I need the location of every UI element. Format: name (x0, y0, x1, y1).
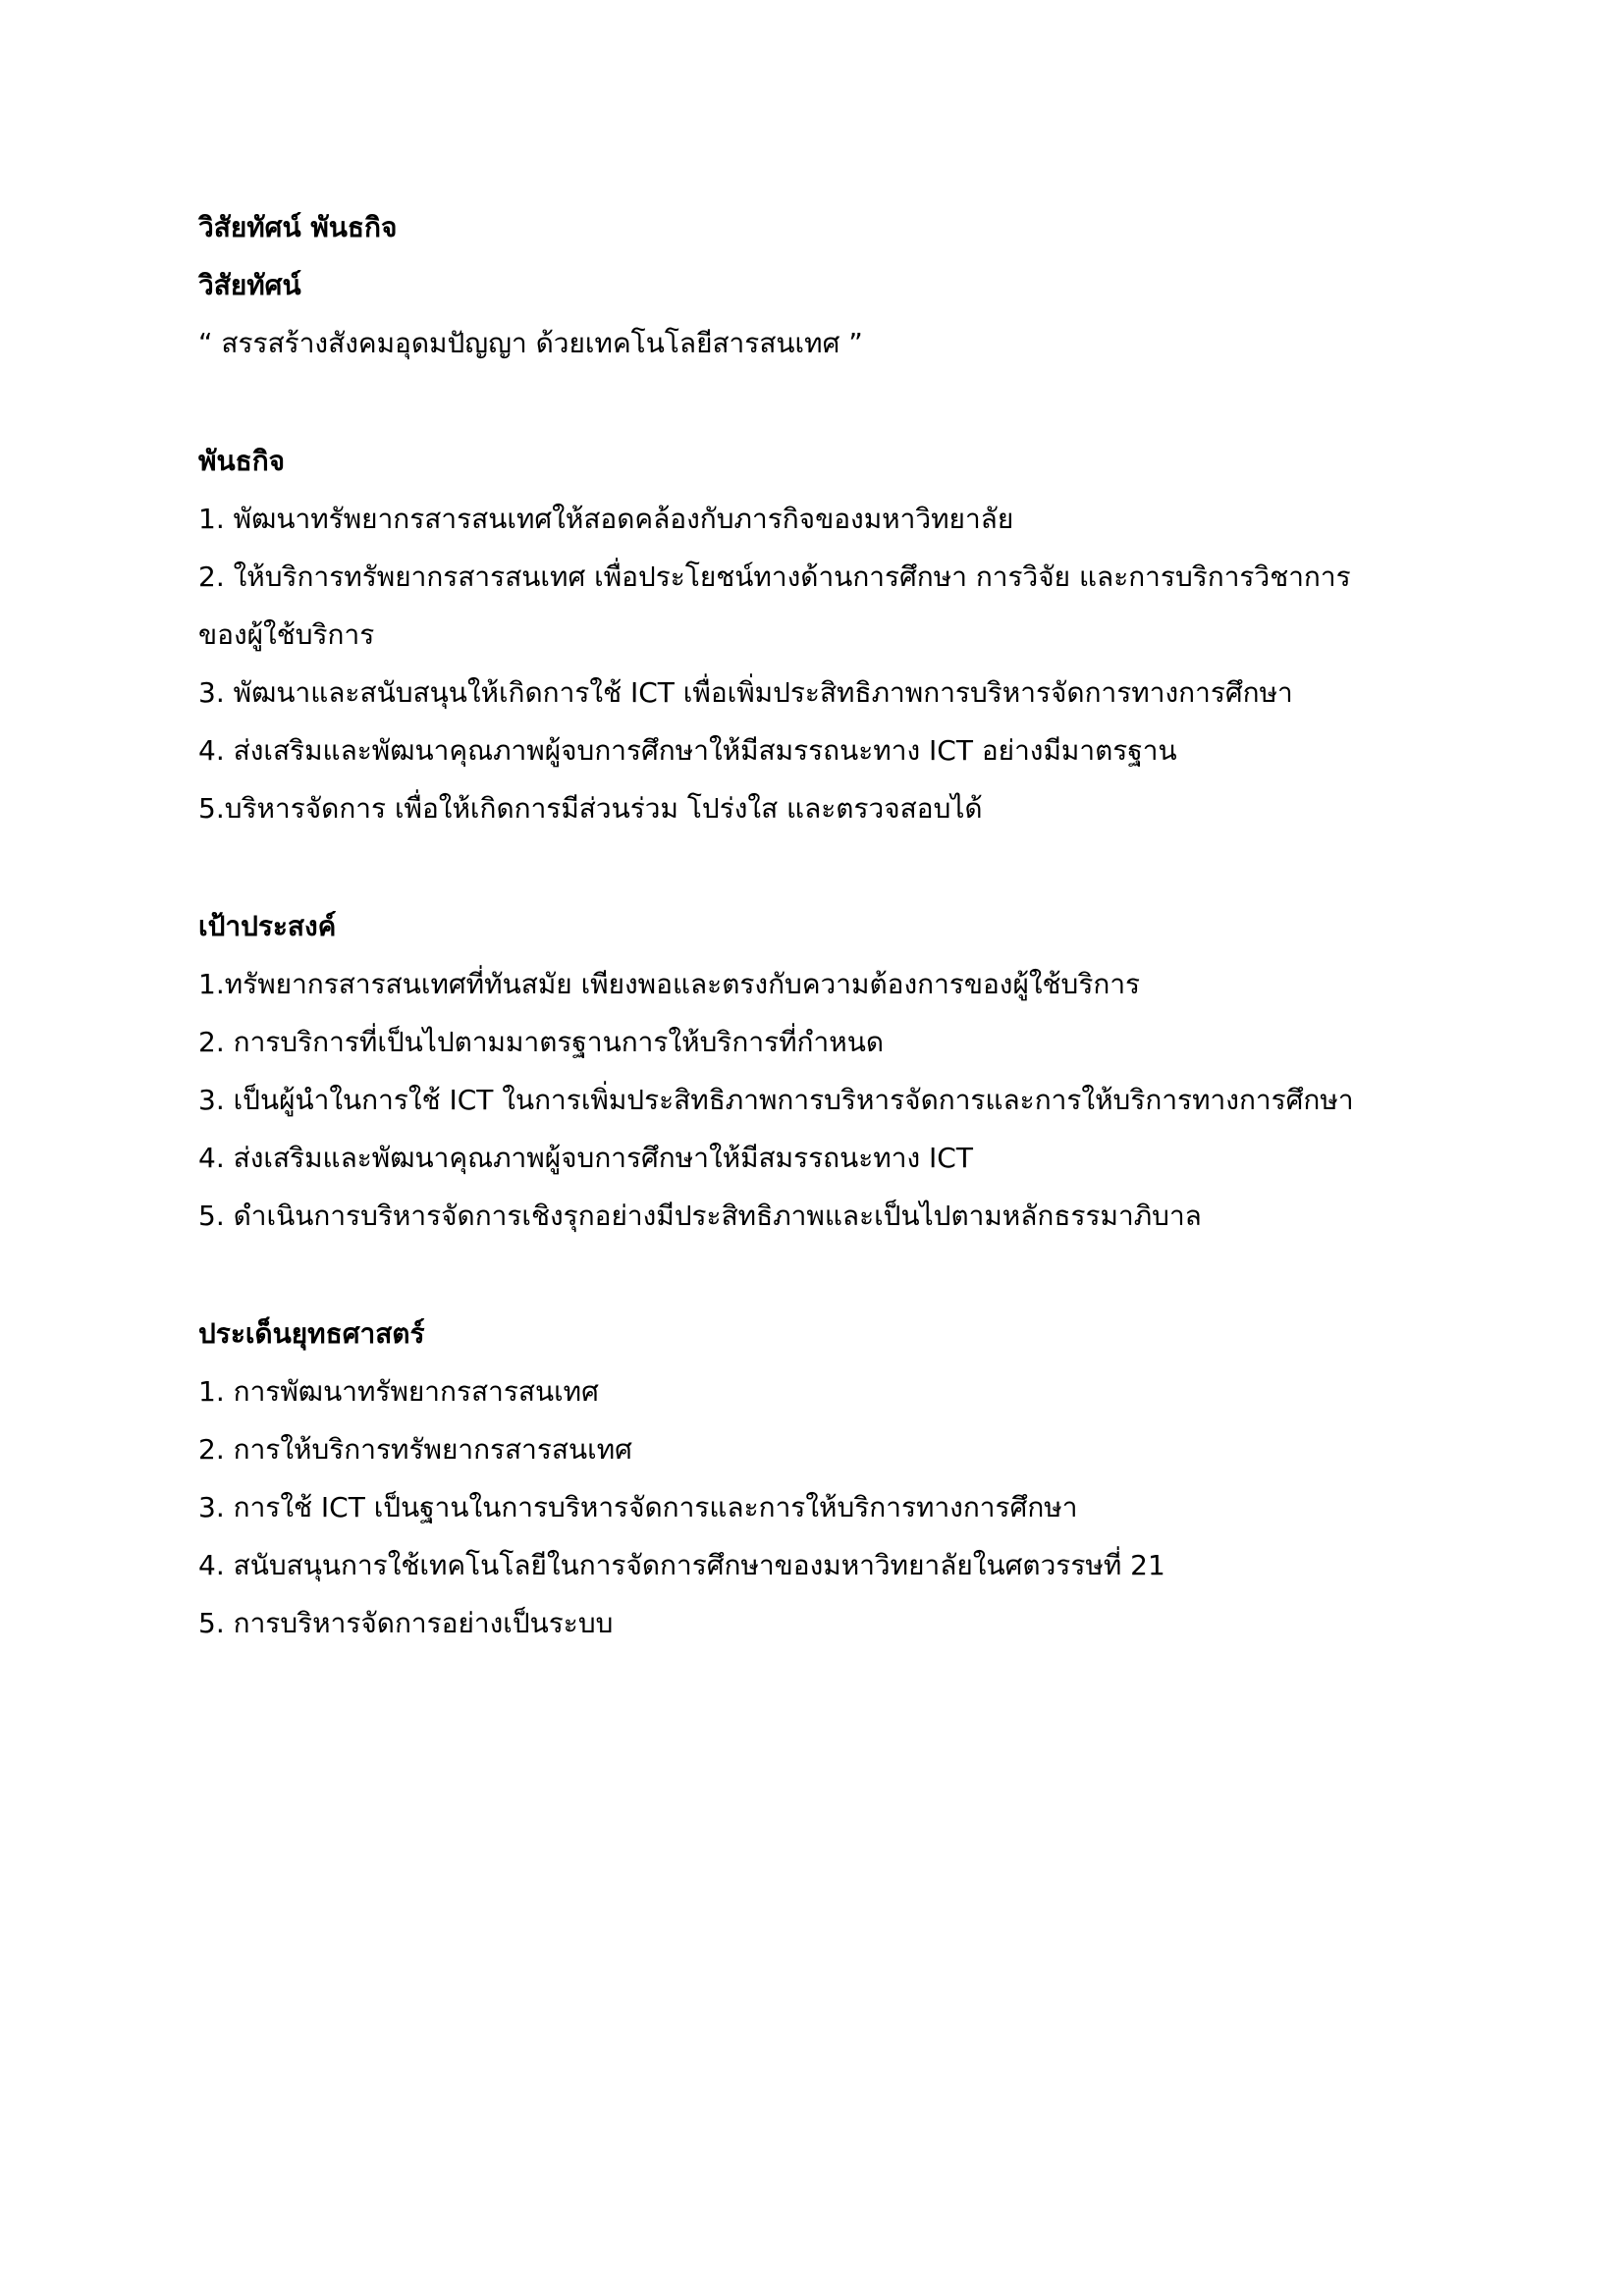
strategy-item: 2. การให้บริการทรัพยากรสารสนเทศ (198, 1433, 632, 1466)
goals-heading: เป้าประสงค์ (198, 910, 337, 942)
section-spacer (198, 837, 1426, 897)
strategy-item: 1. การพัฒนาทรัพยากรสารสนเทศ (198, 1375, 599, 1408)
strategy-item: 5. การบริหารจัดการอย่างเป็นระบบ (198, 1607, 614, 1639)
mission-item: 3. พัฒนาและสนับสนุนให้เกิดการใช้ ICT เพื่อเพิ่มประสิทธิภาพการบริหารจัดการทางการศึกษา (198, 676, 1293, 709)
mission-heading: พันธกิจ (198, 445, 286, 477)
strategy-item: 3. การใช้ ICT เป็นฐานในการบริหารจัดการและการให้บริการทางการศึกษา (198, 1491, 1078, 1523)
goal-item: 2. การบริการที่เป็นไปตามมาตรฐานการให้บริการที่กำหนด (198, 1026, 885, 1058)
section-spacer (198, 1245, 1426, 1305)
goal-item: 5. ดำเนินการบริหารจัดการเชิงรุกอย่างมีประสิทธิภาพและเป็นไปตามหลักธรรมาภิบาล (198, 1200, 1202, 1232)
goal-item: 3. เป็นผู้นำในการใช้ ICT ในการเพิ่มประสิทธิภาพการบริหารจัดการและการให้บริการทางการศึกษา (198, 1084, 1354, 1116)
mission-item: 5.บริหารจัดการ เพื่อให้เกิดการมีส่วนร่วม โปร่งใส และตรวจสอบได้ (198, 792, 983, 825)
page-title: วิสัยทัศน์ พันธกิจ (198, 211, 398, 243)
strategies-heading: ประเด็นยุทธศาสตร์ (198, 1317, 425, 1350)
vision-statement: “ สรรสร้างสังคมอุดมปัญญา ด้วยเทคโนโลยีสารสนเทศ ” (198, 327, 863, 359)
vision-heading: วิสัยทัศน์ (198, 269, 301, 301)
mission-item: 4. ส่งเสริมและพัฒนาคุณภาพผู้จบการศึกษาให้มีสมรรถนะทาง ICT อย่างมีมาตรฐาน (198, 734, 1177, 767)
mission-item: 2. ให้บริการทรัพยากรสารสนเทศ เพื่อประโยชน์ทางด้านการศึกษา การวิจัย และการบริการวิชาการ ของผู้ใช้บริการ (198, 561, 1351, 651)
document-body (198, 198, 1426, 1652)
goal-item: 4. ส่งเสริมและพัฒนาคุณภาพผู้จบการศึกษาให้มีสมรรถนะทาง ICT (198, 1142, 973, 1174)
goal-item: 1.ทรัพยากรสารสนเทศที่ทันสมัย เพียงพอและตรงกับความต้องการของผู้ใช้บริการ (198, 968, 1141, 1000)
strategy-item: 4. สนับสนุนการใช้เทคโนโลยีในการจัดการศึกษาของมหาวิทยาลัยในศตวรรษที่ 21 (198, 1549, 1165, 1581)
mission-item: 1. พัฒนาทรัพยากรสารสนเทศให้สอดคล้องกับภารกิจของมหาวิทยาลัย (198, 503, 1014, 535)
section-spacer (198, 372, 1426, 432)
